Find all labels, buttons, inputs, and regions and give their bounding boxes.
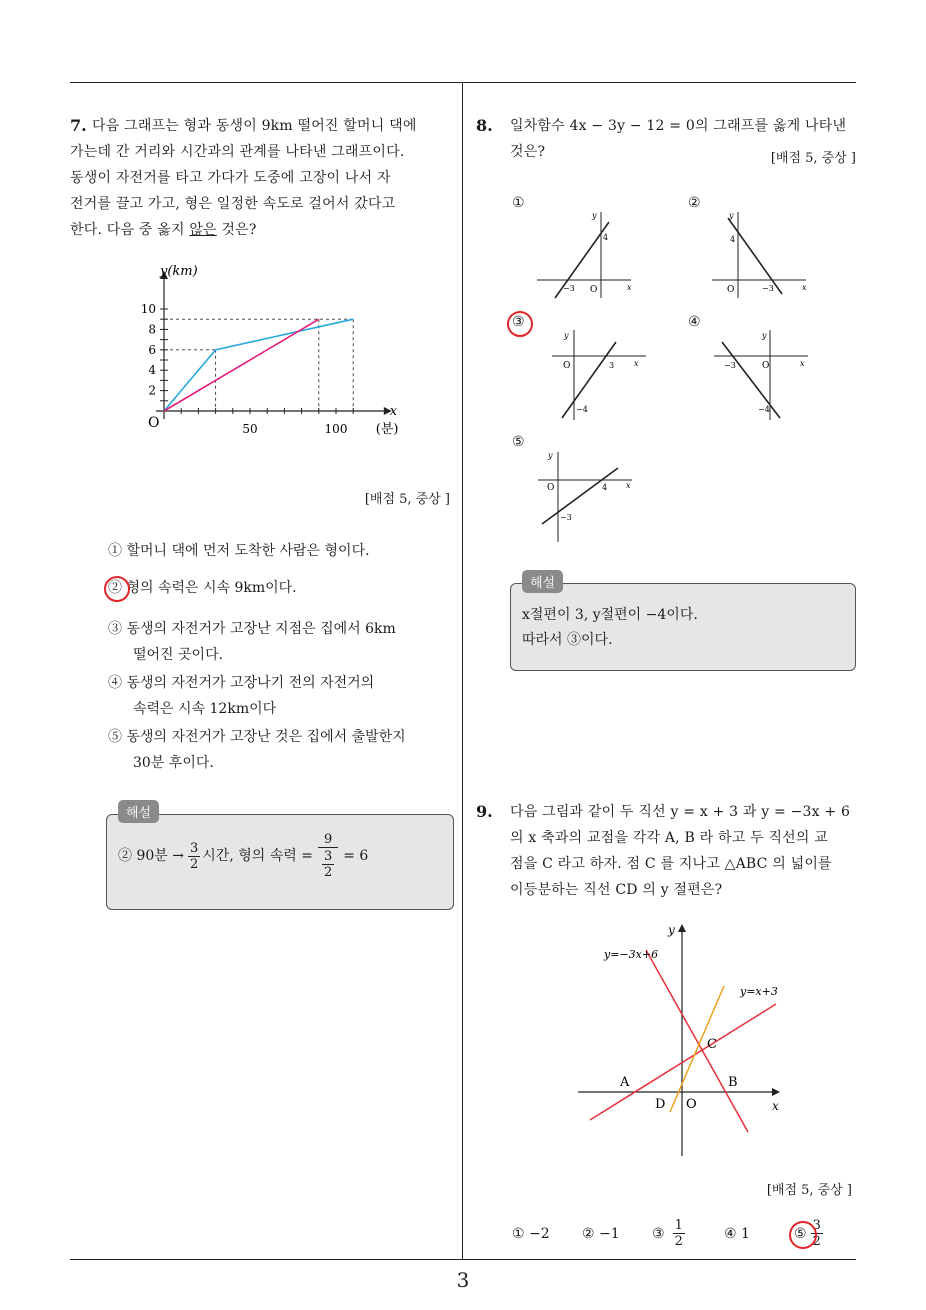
svg-text:y: y xyxy=(729,211,734,220)
series-line-2 xyxy=(164,319,319,411)
answer-5[interactable]: ⑤ $\frac{3}{2}$ xyxy=(794,1218,821,1249)
svg-text:x: x xyxy=(627,283,632,292)
choice-5-cont: 30분 후이다. xyxy=(133,755,214,771)
q8-option-3[interactable]: ③ xyxy=(512,314,525,330)
q8-explanation-box xyxy=(510,583,856,671)
explanation-tab: 해설 xyxy=(118,800,159,823)
svg-text:C: C xyxy=(707,1037,717,1052)
text-line: 다음 그래프는 형과 동생이 9km 떨어진 할머니 댁에 xyxy=(92,118,417,134)
compound-fraction: $\frac{9}{\frac{3}{2}}$ xyxy=(318,832,338,880)
svg-text:−3: −3 xyxy=(724,361,736,370)
svg-text:x: x xyxy=(800,359,805,368)
svg-text:y: y xyxy=(762,331,767,340)
svg-text:−3: −3 xyxy=(560,513,572,522)
answer-circle-mark xyxy=(789,1221,817,1249)
series-line-1 xyxy=(164,319,353,411)
fraction: $\frac{3}{2}$ xyxy=(189,840,199,872)
x-axis-label: x xyxy=(389,404,398,419)
svg-text:−3: −3 xyxy=(563,284,575,293)
text-line: 점을 C 라고 하자. 점 C 를 지나고 △ABC 의 넓이를 xyxy=(510,856,832,872)
origin-label: O xyxy=(148,415,160,431)
svg-text:y: y xyxy=(548,451,553,460)
text-line: 의 x 축과의 교점을 각각 A, B 라 하고 두 직선의 교 xyxy=(510,830,829,846)
svg-text:x: x xyxy=(626,481,631,490)
answer-4[interactable]: ④ 1 xyxy=(724,1226,750,1242)
svg-text:x: x xyxy=(634,359,639,368)
expl-span: = 6 xyxy=(343,848,369,864)
top-rule xyxy=(70,82,856,83)
text-line: 이등분하는 직선 CD 의 y 절편은? xyxy=(510,882,723,898)
svg-text:x: x xyxy=(802,283,807,292)
svg-text:y: y xyxy=(592,211,597,220)
q8-explanation-line: 따라서 ③이다. xyxy=(522,632,613,648)
q8-graph-3 xyxy=(550,328,650,423)
svg-text:O: O xyxy=(590,285,598,295)
q8-option-4[interactable]: ④ xyxy=(688,314,701,330)
svg-text:O: O xyxy=(686,1097,697,1112)
text-line: 동생이 자전거를 타고 가다가 도중에 고장이 나서 자 xyxy=(70,170,391,186)
text-line: 다음 그림과 같이 두 직선 y = x + 3 과 y = −3x + 6 xyxy=(510,804,851,820)
q8-explanation-line: x절편이 3, y절편이 −4이다. xyxy=(522,607,698,623)
x-tick-label: 100 xyxy=(324,422,348,436)
q9-figure xyxy=(576,920,796,1160)
expl-span: ② 90분 → xyxy=(118,848,184,864)
y-tick-label: 2 xyxy=(148,383,156,398)
text-line xyxy=(70,217,460,243)
choice-1[interactable]: ① 할머니 댁에 먼저 도착한 사람은 형이다. xyxy=(108,543,370,559)
y-tick-label: 6 xyxy=(148,342,156,357)
svg-text:4: 4 xyxy=(602,483,608,492)
q8-graph-1 xyxy=(535,210,635,300)
q8-graph-5 xyxy=(536,450,636,545)
q9-answers xyxy=(512,1218,842,1258)
x-tick-label: 50 xyxy=(242,422,258,436)
answer-2[interactable]: ② −1 xyxy=(582,1226,620,1242)
expl-span: 시간, 형의 속력 = xyxy=(202,848,313,864)
svg-text:y=x+3: y=x+3 xyxy=(740,985,778,998)
svg-text:O: O xyxy=(727,285,735,295)
y-tick-label: 8 xyxy=(148,322,156,337)
answer-3[interactable]: ③ $\frac{1}{2}$ xyxy=(652,1218,683,1249)
svg-text:A: A xyxy=(620,1075,630,1090)
question-number: 9. xyxy=(476,802,493,821)
svg-text:B: B xyxy=(728,1075,738,1090)
question-text xyxy=(510,799,860,903)
choice-3-cont: 떨어진 곳이다. xyxy=(133,647,224,663)
question-number: 7. xyxy=(70,116,87,135)
q8-graph-4 xyxy=(712,328,812,423)
y-tick-label: 4 xyxy=(148,363,156,378)
q8-option-1[interactable]: ① xyxy=(512,195,525,211)
svg-text:y: y xyxy=(564,331,569,340)
svg-text:O: O xyxy=(563,361,571,371)
q8-score: [배점 5, 중상 ] xyxy=(770,151,856,166)
svg-text:4: 4 xyxy=(603,233,609,242)
choice-4-cont: 속력은 시속 12km이다 xyxy=(133,701,277,717)
text-line: 전거를 끌고 가고, 형은 일정한 속도로 걸어서 갔다고 xyxy=(70,196,396,212)
text-span: 한다. 다음 중 옳지 xyxy=(70,222,190,238)
q7-distance-time-chart xyxy=(130,255,430,445)
q7-explanation-text xyxy=(118,832,368,880)
question-text-line: 것은? xyxy=(510,144,546,160)
choice-2[interactable]: ② 형의 속력은 시속 9km이다. xyxy=(108,580,297,596)
underlined-word: 않은 xyxy=(189,222,217,238)
svg-text:y=−3x+6: y=−3x+6 xyxy=(604,948,659,961)
svg-text:3: 3 xyxy=(609,361,615,370)
q8-option-2[interactable]: ② xyxy=(688,195,701,211)
svg-text:O: O xyxy=(762,361,770,371)
text-line: 가는데 간 거리와 시간과의 관계를 나타낸 그래프이다. xyxy=(70,144,405,160)
svg-text:x: x xyxy=(772,1099,779,1113)
q7-score: [배점 5, 중상 ] xyxy=(364,492,450,507)
choice-4[interactable]: ④ 동생의 자전거가 고장나기 전의 자전거의 xyxy=(108,675,375,691)
svg-text:D: D xyxy=(655,1097,666,1112)
svg-text:−4: −4 xyxy=(576,405,588,414)
q9-score: [배점 5, 중상 ] xyxy=(766,1183,852,1198)
svg-text:−3: −3 xyxy=(762,284,774,293)
page-number: 3 xyxy=(456,1268,470,1292)
answer-circle-mark xyxy=(507,311,533,337)
svg-text:y: y xyxy=(668,923,675,937)
answer-1[interactable]: ① −2 xyxy=(512,1226,550,1242)
bottom-rule xyxy=(70,1259,856,1260)
q8-graph-2 xyxy=(710,210,810,300)
explanation-tab: 해설 xyxy=(522,570,563,593)
q8-option-5[interactable]: ⑤ xyxy=(512,434,525,450)
y-axis-label: y(km) xyxy=(160,264,198,279)
line-y-x-plus3 xyxy=(590,1004,776,1120)
question-number: 8. xyxy=(476,116,493,135)
answer-circle-mark xyxy=(104,576,130,602)
text-span: 것은? xyxy=(216,222,257,238)
svg-text:O: O xyxy=(547,483,555,493)
question-text-line: 일차함수 4x − 3y − 12 = 0의 그래프를 옳게 나타낸 xyxy=(510,118,847,134)
column-divider xyxy=(462,82,463,1259)
y-tick-label: 10 xyxy=(140,302,156,316)
question-text xyxy=(70,113,460,243)
choice-5[interactable]: ⑤ 동생의 자전거가 고장난 것은 집에서 출발한지 xyxy=(108,729,406,745)
svg-text:−4: −4 xyxy=(758,405,770,414)
choice-3[interactable]: ③ 동생의 자전거가 고장난 지점은 집에서 6km xyxy=(108,621,396,637)
x-unit-label: (분) xyxy=(375,422,399,437)
svg-text:4: 4 xyxy=(730,235,736,244)
